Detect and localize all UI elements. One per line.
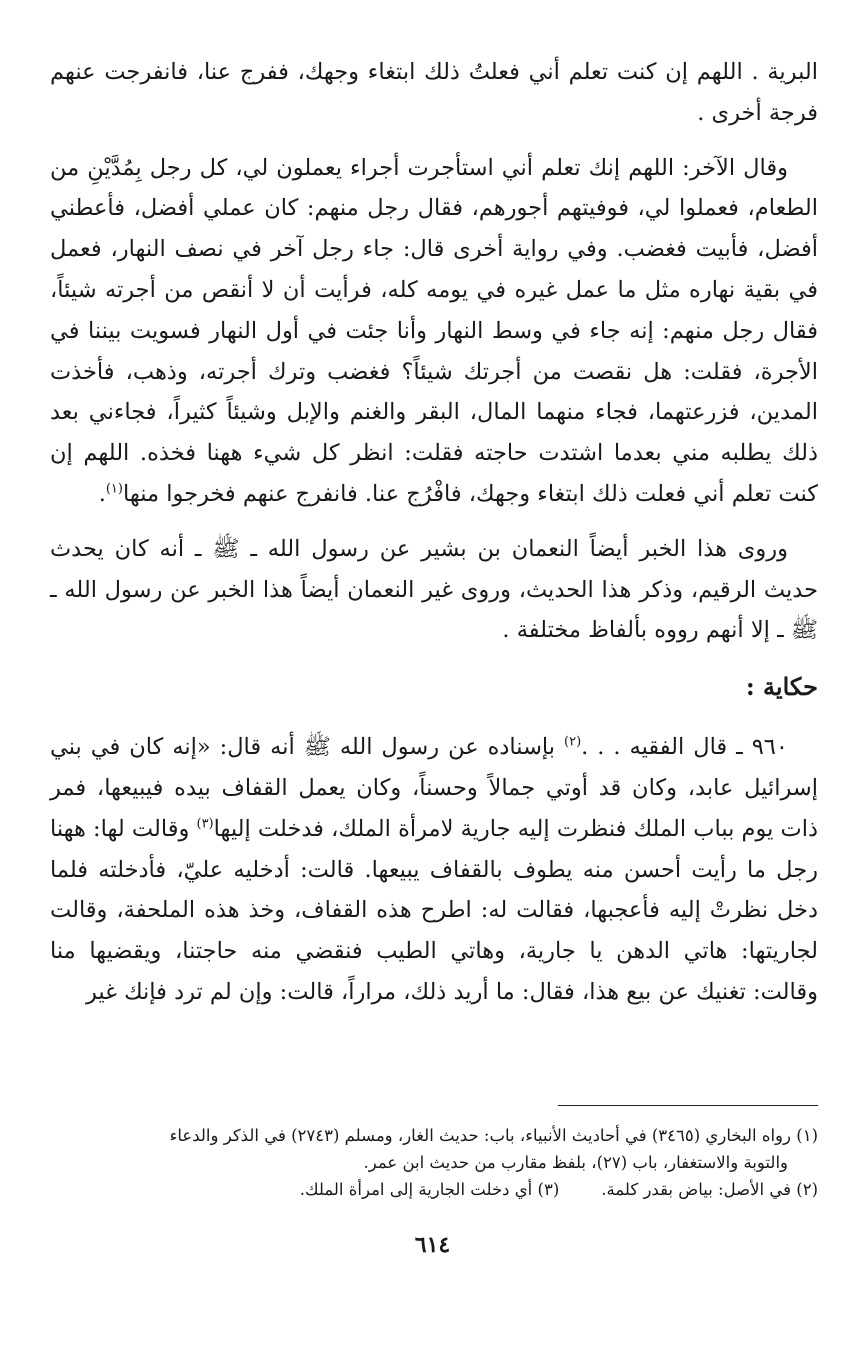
paragraph-1: البرية . اللهم إن كنت تعلم أني فعلتُ ذلك ابتغاء وجهك، ففرج عنا، فانفرجت عنهم فرجة أخرى .: [50, 59, 818, 126]
footnote-1-line-2: والتوبة والاستغفار، باب (٢٧)، بلفظ مقارب من حديث ابن عمر.: [363, 1153, 788, 1172]
footnotes: [50, 1105, 818, 1203]
paragraph-4-rest: وقالت لها: ههنا رجل ما رأيت أحسن منه يطوف بالقفاف يبيعها. قالت: أدخليه عليّ، فأدخلته فلما دخل نظرتْ إليه فأعجبها، فقالت له: اطرح هذه القفاف، وخذ هذه الملحفة، وقالت لجاريتها: هاتي الدهن يا جارية، وهاتي الطيب فنقضي منه حاجتنا، ويقضيها منا وقالت: تغنيك عن بيع هذا، فقال: ما أريد ذلك، مراراً، قالت: وإن لم ترد فإنك غير: [50, 815, 818, 1005]
paragraph-2-text: وقال الآخر: اللهم إنك تعلم أني استأجرت أجراء يعملون لي، كل رجل بِمُدَّيْنِ من الطعام، فعملوا لي، فوفيتهم أجورهم، فقال رجل منهم: كان عملي أفضل، فأعطني أفضل، فأبيت فغضب. وفي رواية أخرى قال: جاء رجل آخر في نصف النهار، فعمل في بقية نهاره مثل ما عمل غيره في يومه كله، فرأيت أن لا أنقص من أجرته شيئاً، فقال رجل منهم: إنه جاء في وسط النهار وأنا جئت في أول النهار فسويت بيننا في الأجرة، فقلت: هل نقصت من أجرتك شيئاً؟ فغضب وترك أجرته، وذهب، فأخذت المدين، فزرعتهما، فجاء منهما المال، البقر والغنم والإبل وشيئاً كثيراً، فجاءني بعد ذلك يطلبه مني بعدما اشتدت حاجته فقلت: انظر كل شيء ههنا فخذه. اللهم إن كنت تعلم أني فعلت ذلك ابتغاء وجهك، فافْرُج عنا. فانفرج عنهم فخرجوا منها: [50, 154, 818, 507]
footnote-row-2-3: [50, 1176, 818, 1203]
footnote-1-line-1: (١) رواه البخاري (٣٤٦٥) في أحاديث الأنبياء، باب: حديث الغار، ومسلم (٢٧٤٣) في الذكر والدعاء: [169, 1126, 818, 1145]
footnote-2: (٢) في الأصل: بياض بقدر كلمة.: [601, 1180, 818, 1199]
paragraph-2-end: .: [98, 480, 106, 507]
paragraph-4: [50, 727, 818, 1013]
page-body: [50, 52, 818, 1027]
paragraph-4-middle: بإسناده عن رسول الله ﷺ أنه قال: «إنه كان في بني إسرائيل عابد، وكان قد أوتي جمالاً وحسناً، وكان يعمل القفاف بيده فيبيعها، فمر ذات يوم بباب الملك فنظرت إليه جارية لامرأة الملك، فدخلت إليها: [50, 734, 818, 842]
footnote-3: (٣) أي دخلت الجارية إلى امرأة الملك.: [299, 1180, 560, 1199]
paragraph-4-opening: ٩٦٠ ـ قال الفقيه . . .: [581, 734, 788, 761]
footnote-ref-3[interactable]: (٣): [196, 816, 214, 832]
footnote-ref-1[interactable]: (١): [105, 481, 123, 497]
section-heading: حكاية :: [745, 672, 818, 702]
page-number: ٦١٤: [414, 1232, 451, 1258]
paragraph-2: [50, 148, 818, 515]
footnote-ref-2[interactable]: (٢): [564, 734, 582, 750]
footnote-divider: [558, 1105, 818, 1106]
paragraph-3: وروى هذا الخبر أيضاً النعمان بن بشير عن رسول الله ـ ﷺ ـ أنه كان يحدث حديث الرقيم، وذكر هذا الحديث، وروى غير النعمان أيضاً هذا الخبر عن رسول الله ـ ﷺ ـ إلا أنهم رووه بألفاظ مختلفة .: [50, 535, 818, 644]
